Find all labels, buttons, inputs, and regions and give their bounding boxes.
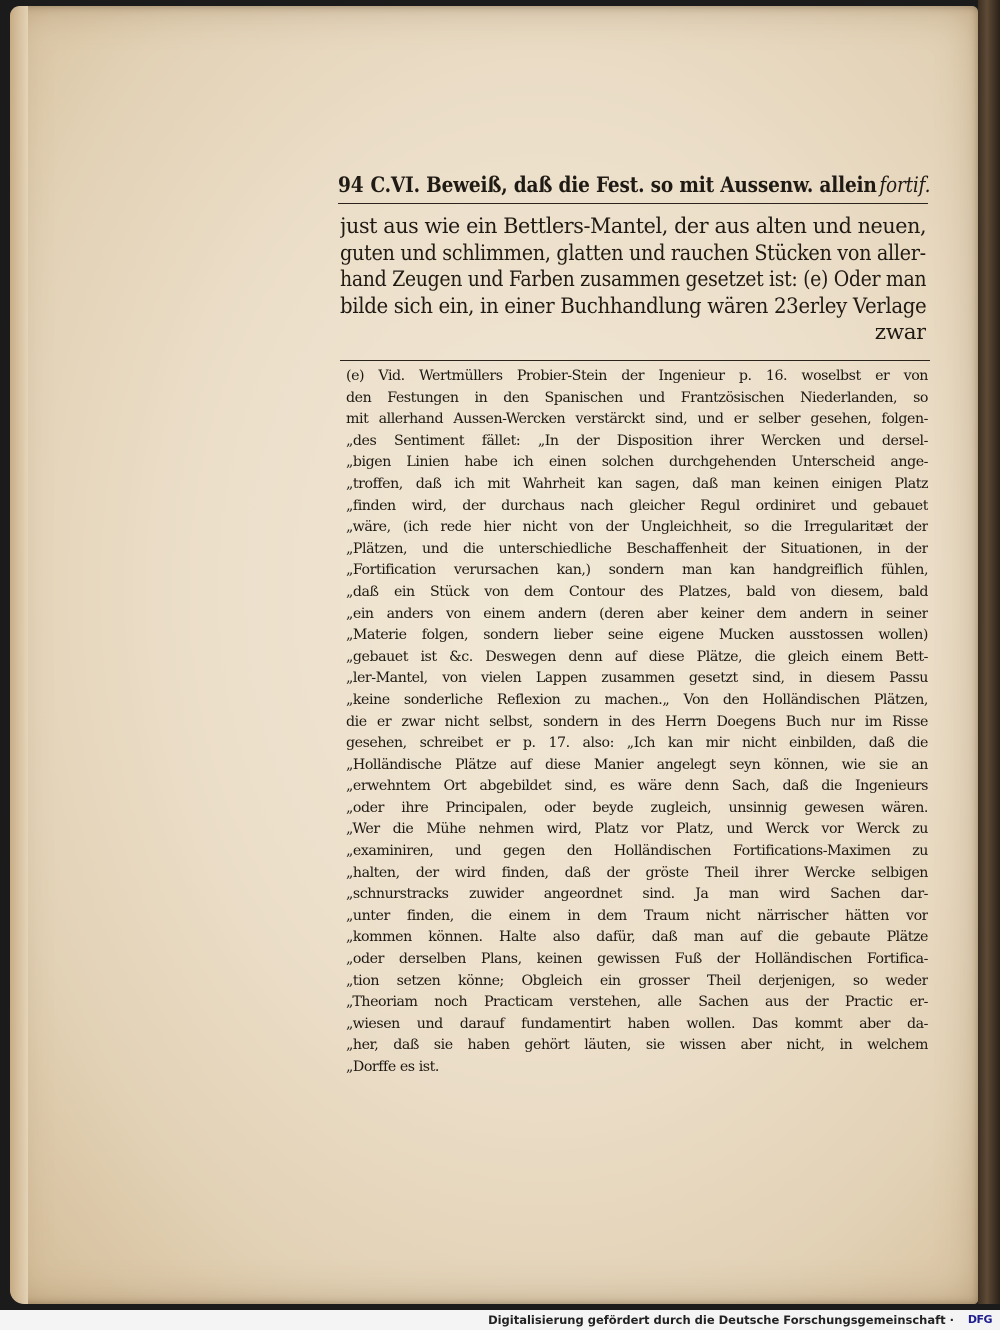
footnote-line: „oder derselben Plans, keinen gewissen Fuß der Holländischen Fortifica-	[346, 951, 928, 968]
footnote-line: „oder ihre Principalen, oder beyde zugleich, unsinnig gewesen wären.	[346, 799, 928, 816]
header-rule	[338, 203, 928, 204]
catchword: zwar	[874, 320, 926, 345]
footnote-line: „kommen können. Halte also dafür, daß man auf die gebaute Plätze	[346, 929, 928, 946]
footnote-line: „finden wird, der durchaus nach gleicher Regul ordiniret und gebauet	[346, 497, 928, 514]
footnote-line: „erwehntem Ort abgebildet sind, es wäre denn Sach, daß die Ingenieurs	[346, 778, 928, 795]
footnote	[346, 366, 928, 1079]
footnote-line: „gebauet ist &c. Deswegen denn auf diese Plätze, die gleich einem Bett-	[346, 648, 928, 665]
footnote-line: „unter finden, die einem in dem Traum nicht närrischer hätten vor	[346, 907, 928, 924]
footnote-line: den Festungen in den Spanischen und Frantzösischen Niederlanden, so	[346, 389, 928, 406]
page-number: 94	[338, 172, 364, 197]
footnote-rule	[340, 360, 930, 361]
page-edge	[10, 6, 28, 1304]
running-head-italic: fortif.	[879, 173, 931, 197]
body-line: guten und schlimmen, glatten und rauchen Stücken von aller-	[340, 240, 926, 266]
footnote-line: „halten, der wird finden, daß der gröste Theil ihrer Wercke selbigen	[346, 864, 928, 881]
footnote-line: „des Sentiment fället: „In der Disposition ihrer Wercken und dersel-	[346, 432, 928, 449]
footnote-line: „Materie folgen, sondern lieber seine eigene Mucken ausstossen wollen)	[346, 627, 928, 644]
footnote-line: die er zwar nicht selbst, sondern in des Herrn Doegens Buch nur im Risse	[346, 713, 928, 730]
footnote-line: gesehen, schreibet er p. 17. also: „Ich kan mir nicht einbilden, daß die	[346, 735, 928, 752]
footnote-line: „daß ein Stück von dem Contour des Platzes, bald von diesem, bald	[346, 583, 928, 600]
footnote-line: „wäre, (ich rede hier nicht von der Ungleichheit, so die Irregularitæt der	[346, 519, 928, 536]
footnote-line: „troffen, daß ich mit Wahrheit kan sagen, daß man keinen einigen Platz	[346, 475, 928, 492]
footnote-line: „schnurstracks zuwider angeordnet sind. Ja man wird Sachen dar-	[346, 886, 928, 903]
footnote-line: „Wer die Mühe nehmen wird, Platz vor Platz, und Werck vor Werck zu	[346, 821, 928, 838]
footnote-line: „examiniren, und gegen den Holländischen Fortifications-Maximen zu	[346, 843, 928, 860]
running-head: C.VI. Beweiß, daß die Fest. so mit Aussenw. allein	[370, 172, 877, 197]
footnote-line: „Theoriam noch Practicam verstehen, alle Sachen aus der Practic er-	[346, 994, 928, 1011]
footnote-line: „wiesen und darauf fundamentirt haben wollen. Das kommt aber da-	[346, 1015, 928, 1032]
footnote-line: mit allerhand Aussen-Wercken verstärckt sind, und er selber gesehen, folgen-	[346, 411, 928, 428]
body-line: bilde sich ein, in einer Buchhandlung wären 23erley Verlage	[340, 293, 927, 319]
footnote-line: „Dorffe es ist.	[346, 1059, 439, 1075]
footnote-line: „Holländische Plätze auf diese Manier angelegt seyn können, wie sie an	[346, 756, 928, 773]
footnote-line: „Fortification verursachen kan,) sondern man kan handgreiflich fühlen,	[346, 562, 928, 579]
dfg-logo	[968, 1313, 992, 1326]
footnote-line: „keine sonderliche Reflexion zu machen.„ Von den Holländischen Plätzen,	[346, 691, 928, 708]
footer-credit: Digitalisierung gefördert durch die Deutsche Forschungsgemeinschaft ·	[488, 1313, 954, 1327]
page-header	[338, 172, 931, 197]
footnote-line: „bigen Linien habe ich einen solchen durchgehenden Unterscheid ange-	[346, 454, 928, 471]
dfg-logo-text: DFG	[967, 1313, 992, 1326]
footnote-line: „Plätzen, und die unterschiedliche Beschaffenheit der Situationen, in der	[346, 540, 928, 557]
footnote-line: „her, daß sie haben gehört läuten, sie wissen aber nicht, in welchem	[346, 1037, 928, 1054]
main-text	[340, 214, 926, 347]
body-line: just aus wie ein Bettlers-Mantel, der aus alten und neuen,	[340, 214, 927, 239]
footnote-line: „ein anders von einem andern (deren aber keiner dem andern in seiner	[346, 605, 928, 622]
footnote-line: (e) Vid. Wertmüllers Probier-Stein der Ingenieur p. 16. woselbst er von	[346, 368, 928, 384]
body-line: hand Zeugen und Farben zusammen gesetzet ist: (e) Oder man	[340, 267, 926, 292]
book-binding	[978, 0, 1000, 1304]
footnote-line: „ler-Mantel, von vielen Lappen zusammen gesetzt sind, in diesem Passu	[346, 670, 928, 687]
footnote-line: „tion setzen könne; Obgleich ein grosser Theil derjenigen, so weder	[346, 972, 928, 989]
